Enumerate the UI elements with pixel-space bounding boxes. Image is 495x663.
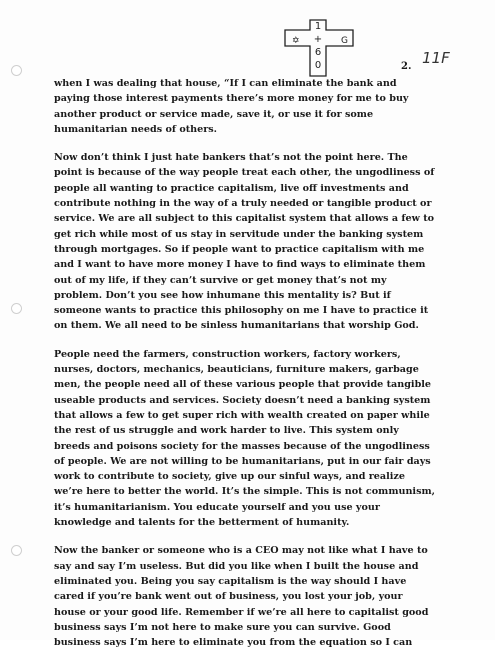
page-number: 2.	[401, 61, 412, 72]
text-line: through mortgages. So if people want to practice capitalism with me	[54, 243, 425, 255]
text-line: work to contribute to society, give up our sinful ways, and realize	[54, 471, 405, 483]
text-line: business says I’m here to eliminate you from the equation so I can	[54, 637, 413, 649]
handwritten-note: 11F	[422, 49, 450, 67]
text-line: useable products and services. Society doesn’t need a banking system	[54, 394, 431, 406]
text-line: that allows a few to get super rich with wealth created on paper while	[54, 409, 430, 421]
text-line: on them. We all need to be sinless humanitarians that worship God.	[54, 320, 419, 332]
binder-hole	[11, 65, 22, 76]
text-line: nurses, doctors, mechanics, beauticians, furniture makers, garbage	[54, 364, 419, 376]
text-line: someone wants to practice this philosophy on me I have to practice it	[54, 305, 429, 317]
cross-vertical-char: 1	[314, 21, 322, 32]
cross-vertical-char: 6	[314, 47, 322, 58]
cross-vertical-char: 0	[314, 60, 322, 71]
cross-right-letter: G	[341, 36, 348, 46]
star-of-david-icon: ✡	[292, 36, 300, 46]
binder-hole	[11, 303, 22, 314]
paragraph	[54, 543, 484, 650]
text-line: knowledge and talents for the betterment of humanity.	[54, 517, 350, 529]
paragraph	[54, 76, 484, 137]
text-line: breeds and poisons society for the masses because of the ungodliness	[54, 440, 430, 452]
hand-drawn-cross	[283, 18, 357, 78]
text-line: people all wanting to practice capitalism, live off investments and	[54, 182, 409, 194]
paragraph	[54, 347, 484, 531]
text-line: Now the banker or someone who is a CEO may not like what I have to	[54, 545, 428, 557]
paragraph	[54, 150, 484, 334]
text-line: eliminated you. Being you say capitalism is the way should I have	[54, 575, 407, 587]
text-line: we’re here to better the world. It’s the simple. This is not communism,	[54, 486, 435, 498]
text-line: point is because of the way people treat each other, the ungodliness of	[54, 167, 435, 179]
text-line: cared if you’re bank went out of business, you lost your job, your	[54, 591, 403, 603]
text-line: it’s humanitarianism. You educate yourself and you use your	[54, 501, 380, 513]
text-line: get rich while most of us stay in servitude under the banking system	[54, 228, 424, 240]
text-line: house or your good life. Remember if we’re all here to capitalist good	[54, 606, 429, 618]
text-line: paying those interest payments there’s more money for me to buy	[54, 93, 409, 105]
text-line: of people. We are not willing to be humanitarians, put in our fair days	[54, 455, 431, 467]
text-line: and I want to have more money I have to find ways to eliminate them	[54, 259, 426, 271]
body-text	[54, 76, 484, 663]
text-line: another product or service made, save it, or use it for some	[54, 108, 374, 120]
text-line: problem. Don’t you see how inhumane this mentality is? But if	[54, 289, 391, 301]
binder-hole	[11, 545, 22, 556]
text-line: when I was dealing that house, “If I can eliminate the bank and	[54, 78, 397, 89]
text-line: service. We are all subject to this capitalist system that allows a few to	[54, 213, 435, 225]
cross-vertical-char: +	[313, 34, 323, 45]
text-line: the rest of us struggle and work harder to live. This system only	[54, 425, 399, 437]
text-line: People need the farmers, construction workers, factory workers,	[54, 348, 401, 360]
text-line: humanitarian needs of others.	[54, 123, 218, 135]
text-line: men, the people need all of these various people that provide tangible	[54, 379, 432, 391]
text-line: Now don’t think I just hate bankers that’s not the point here. The	[54, 152, 408, 164]
text-line: business says I’m not here to make sure you can survive. Good	[54, 621, 391, 633]
text-line: out of my life, if they can’t survive or get money that’s not my	[54, 274, 387, 286]
text-line: say and say I’m useless. But did you like when I built the house and	[54, 560, 419, 572]
text-line: contribute nothing in the way of a truly needed or tangible product or	[54, 198, 432, 210]
